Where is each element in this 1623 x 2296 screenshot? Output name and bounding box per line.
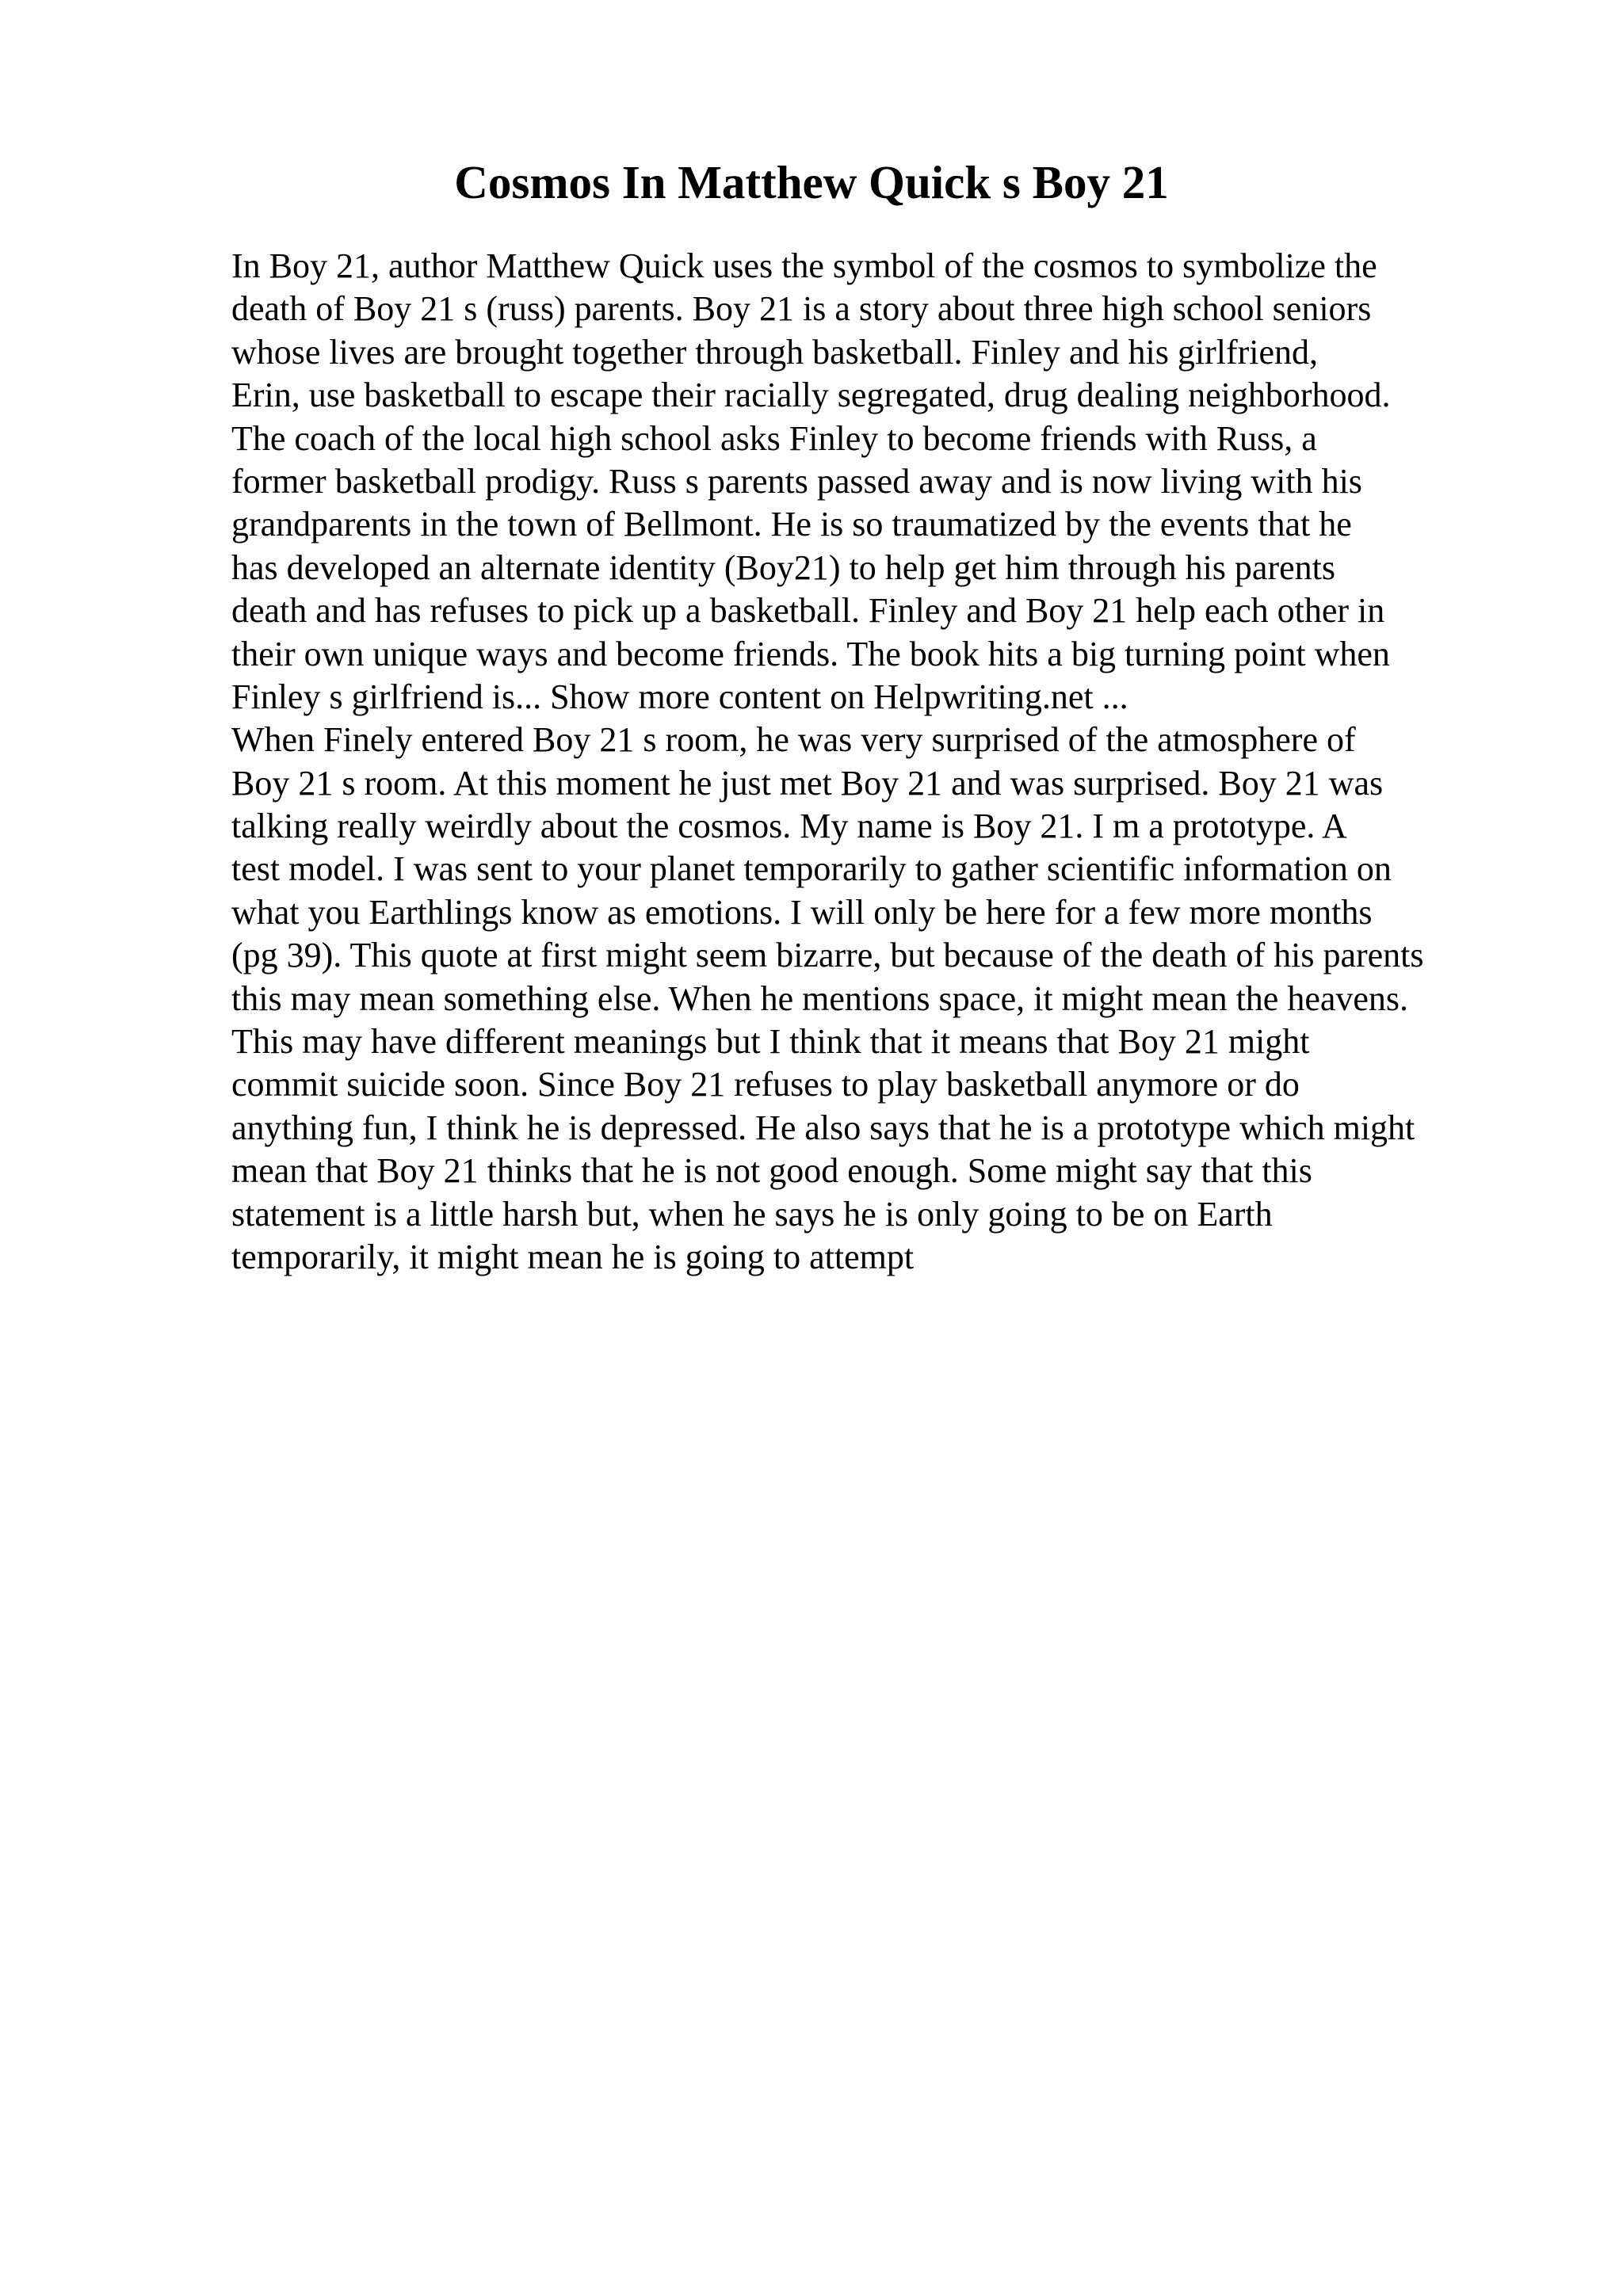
text-line: This may have different meanings but I think that it means that Boy 21 might <box>231 1022 1310 1062</box>
text-line: statement is a little harsh but, when he says he is only going to be on Earth <box>231 1194 1273 1234</box>
text-line: death of Boy 21 s (russ) parents. Boy 21 is a story about three high school seniors <box>231 289 1372 329</box>
text-line: temporarily, it might mean he is going to attempt <box>231 1237 915 1276</box>
text-line: Erin, use basketball to escape their racially segregated, drug dealing neighborhood. <box>231 376 1391 415</box>
document-body <box>231 245 1531 1279</box>
text-line: The coach of the local high school asks Finley to become friends with Russ, a <box>231 418 1317 458</box>
text-line: Boy 21 s room. At this moment he just met Boy 21 and was surprised. Boy 21 was <box>231 763 1384 803</box>
text-line: former basketball prodigy. Russ s parents passed away and is now living with his <box>231 461 1362 501</box>
text-line: commit suicide soon. Since Boy 21 refuses to play basketball anymore or do <box>231 1065 1300 1104</box>
text-line: grandparents in the town of Bellmont. He is so traumatized by the events that he <box>231 505 1352 544</box>
text-line: Finley s girlfriend is... Show more content on Helpwriting.net ... <box>231 677 1128 716</box>
document-title: Cosmos In Matthew Quick s Boy 21 <box>454 156 1169 208</box>
text-line: whose lives are brought together through basketball. Finley and his girlfriend, <box>231 332 1319 372</box>
text-line: this may mean something else. When he mentions space, it might mean the heavens. <box>231 978 1409 1018</box>
text-line: In Boy 21, author Matthew Quick uses the symbol of the cosmos to symbolize the <box>231 246 1377 285</box>
text-line: anything fun, I think he is depressed. He also says that he is a prototype which might <box>231 1108 1415 1147</box>
text-line: their own unique ways and become friends. The book hits a big turning point when <box>231 634 1390 673</box>
text-line: When Finely entered Boy 21 s room, he was very surprised of the atmosphere of <box>231 720 1356 760</box>
text-line: test model. I was sent to your planet temporarily to gather scientific information on <box>231 849 1392 889</box>
text-line: death and has refuses to pick up a basketball. Finley and Boy 21 help each other in <box>231 591 1385 631</box>
text-line: has developed an alternate identity (Boy21) to help get him through his parents <box>231 547 1335 587</box>
text-line: mean that Boy 21 thinks that he is not good enough. Some might say that this <box>231 1151 1312 1191</box>
text-line: what you Earthlings know as emotions. I will only be here for a few more months <box>231 892 1373 932</box>
text-line: talking really weirdly about the cosmos. My name is Boy 21. I m a prototype. A <box>231 807 1347 846</box>
text-line: (pg 39). This quote at first might seem bizarre, but because of the death of his parents <box>231 936 1424 975</box>
